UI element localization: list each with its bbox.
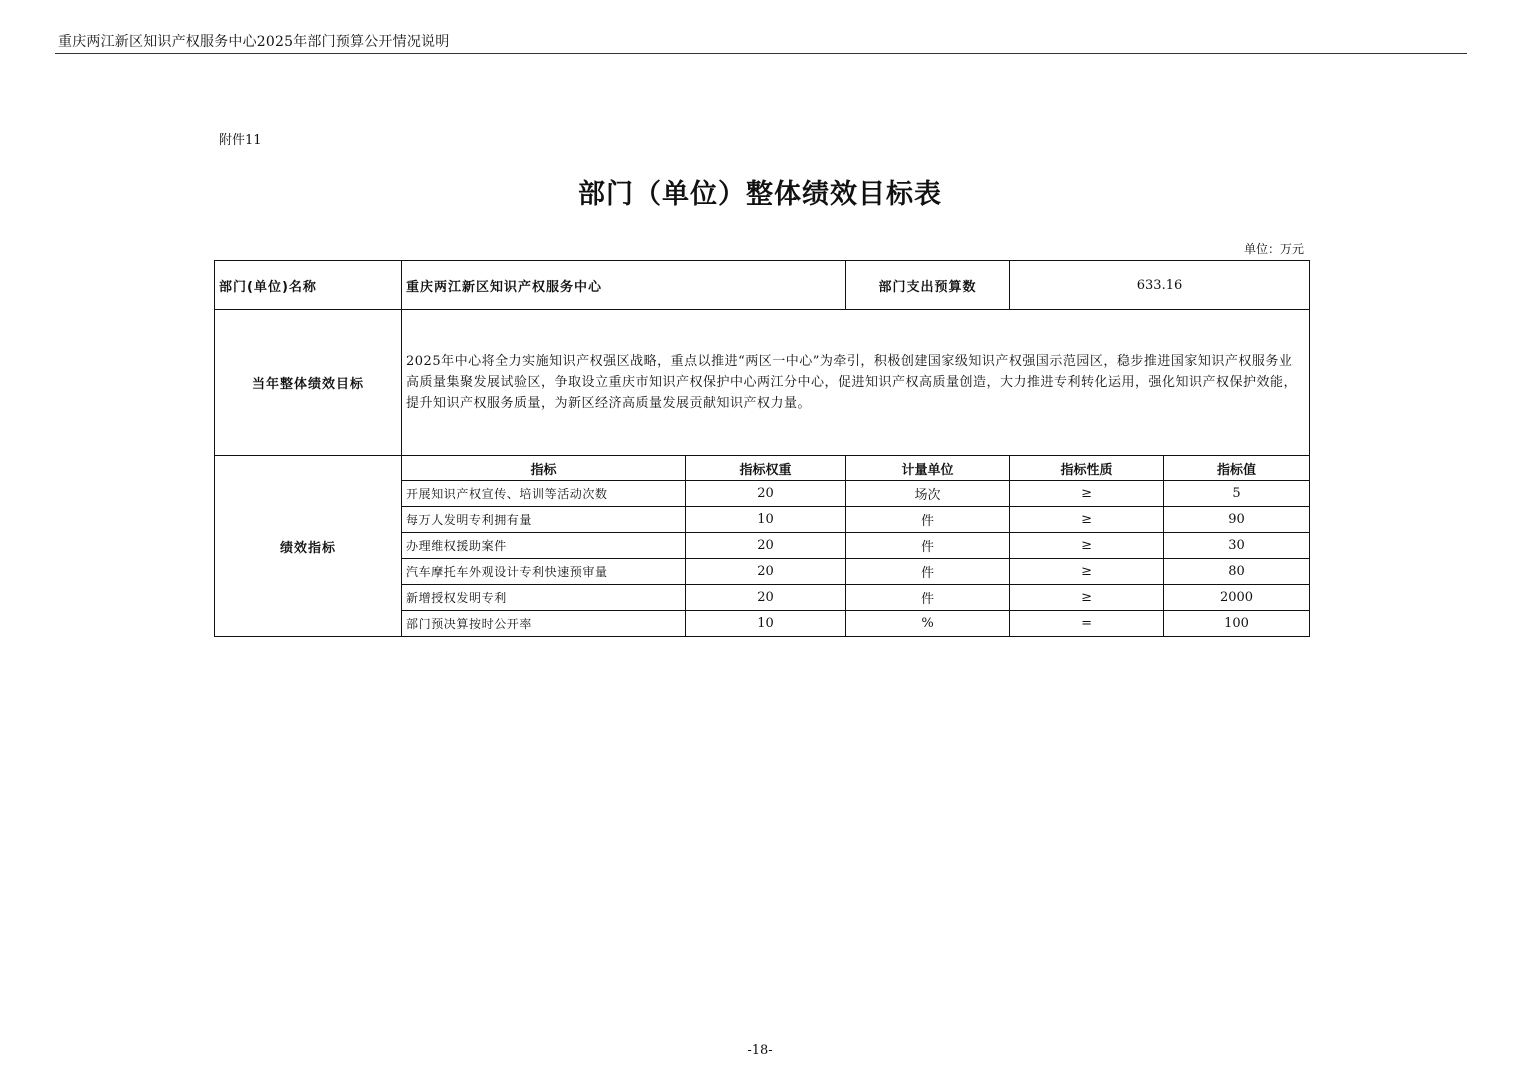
column-header: 计量单位 xyxy=(846,456,1010,481)
column-header: 指标值 xyxy=(1164,456,1310,481)
indicator-value: 80 xyxy=(1164,559,1310,585)
budget-label: 部门支出预算数 xyxy=(846,261,1010,310)
dept-name-value: 重庆两江新区知识产权服务中心 xyxy=(402,261,846,310)
indicator-value: 90 xyxy=(1164,507,1310,533)
indicator-value: 5 xyxy=(1164,481,1310,507)
indicator-name: 部门预决算按时公开率 xyxy=(402,611,686,637)
budget-value: 633.16 xyxy=(1010,261,1310,310)
indicator-nature: = xyxy=(1010,611,1164,637)
column-header: 指标权重 xyxy=(686,456,846,481)
performance-target-table xyxy=(214,260,1310,637)
page-title: 部门（单位）整体绩效目标表 xyxy=(578,179,942,210)
indicator-weight: 20 xyxy=(686,559,846,585)
indicator-name: 开展知识产权宣传、培训等活动次数 xyxy=(402,481,686,507)
column-header: 指标性质 xyxy=(1010,456,1164,481)
goal-row xyxy=(215,310,1310,456)
indicator-nature: ≥ xyxy=(1010,481,1164,507)
indicator-unit: 场次 xyxy=(846,481,1010,507)
attachment-label: 附件11 xyxy=(219,133,262,148)
page-number: -18- xyxy=(747,1043,773,1058)
header-divider xyxy=(55,53,1467,54)
unit-label: 单位：万元 xyxy=(1243,242,1304,256)
department-row xyxy=(215,261,1310,310)
indicator-name: 每万人发明专利拥有量 xyxy=(402,507,686,533)
indicator-unit: 件 xyxy=(846,559,1010,585)
indicator-weight: 20 xyxy=(686,481,846,507)
indicator-nature: ≥ xyxy=(1010,559,1164,585)
indicator-value: 100 xyxy=(1164,611,1310,637)
goal-label: 当年整体绩效目标 xyxy=(215,310,402,456)
indicator-nature: ≥ xyxy=(1010,533,1164,559)
running-header-title: 重庆两江新区知识产权服务中心2025年部门预算公开情况说明 xyxy=(58,34,450,50)
indicator-header-row xyxy=(215,456,1310,481)
indicators-label: 绩效指标 xyxy=(215,456,402,637)
indicator-name: 新增授权发明专利 xyxy=(402,585,686,611)
indicator-weight: 10 xyxy=(686,507,846,533)
indicator-nature: ≥ xyxy=(1010,585,1164,611)
indicator-name: 汽车摩托车外观设计专利快速预审量 xyxy=(402,559,686,585)
indicator-weight: 10 xyxy=(686,611,846,637)
dept-name-label: 部门(单位)名称 xyxy=(215,261,402,310)
indicator-weight: 20 xyxy=(686,585,846,611)
column-header: 指标 xyxy=(402,456,686,481)
indicator-weight: 20 xyxy=(686,533,846,559)
indicator-value: 2000 xyxy=(1164,585,1310,611)
goal-text: 2025年中心将全力实施知识产权强区战略，重点以推进“两区一中心”为牵引，积极创建国家级知识产权强国示范园区，稳步推进国家知识产权服务业高质量集聚发展试验区，争取设立重庆市知识产权保护中心两江分中心，促进知识产权高质量创造，大力推进专利转化运用，强化知识产权保护效能，提升知识产权服务质量，为新区经济高质量发展贡献知识产权力量。 xyxy=(402,310,1310,456)
indicator-nature: ≥ xyxy=(1010,507,1164,533)
indicator-unit: 件 xyxy=(846,585,1010,611)
indicator-unit: 件 xyxy=(846,533,1010,559)
indicator-value: 30 xyxy=(1164,533,1310,559)
indicator-unit: 件 xyxy=(846,507,1010,533)
indicator-name: 办理维权援助案件 xyxy=(402,533,686,559)
indicator-unit: % xyxy=(846,611,1010,637)
